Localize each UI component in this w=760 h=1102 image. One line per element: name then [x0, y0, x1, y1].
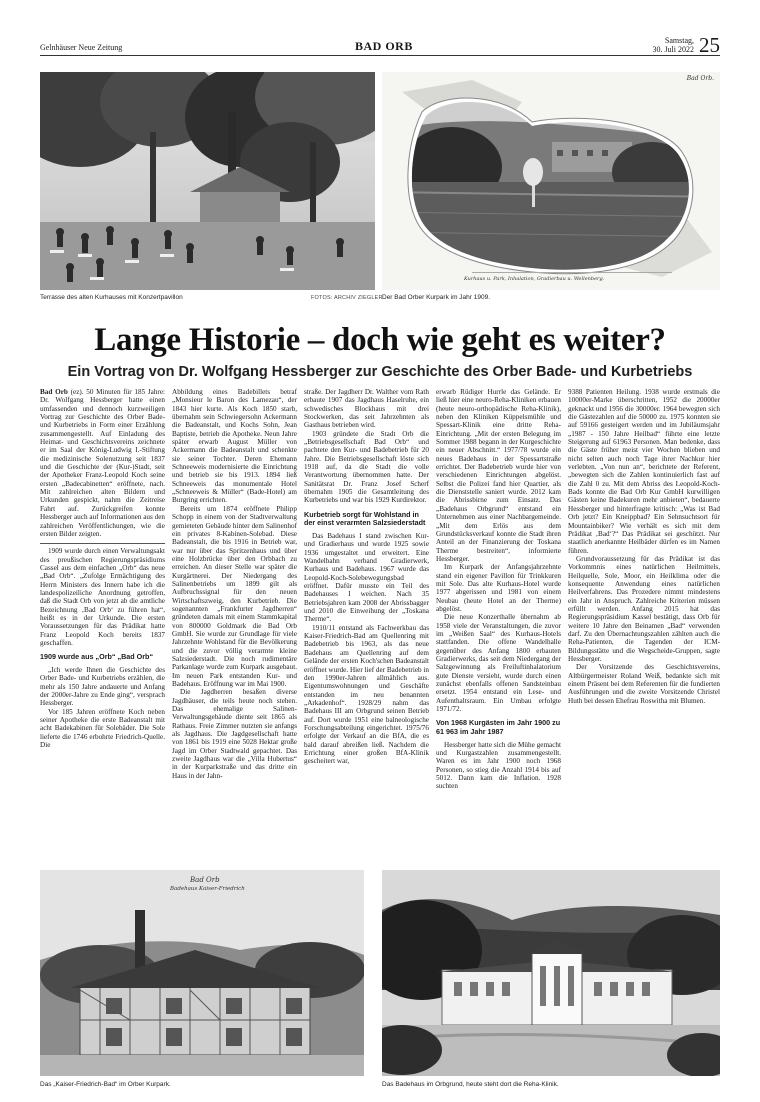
- photo-kurpark-1909: [382, 72, 720, 290]
- badehaus-orbgrund-image: [382, 870, 720, 1076]
- photo-credit: FOTOS: ARCHIV ZIEGLER: [311, 295, 383, 301]
- photo-badehaus-orbgrund: [382, 870, 720, 1076]
- article-column-1: [40, 388, 165, 749]
- photo-label-bad-orb: Bad Orb: [190, 876, 220, 884]
- column-3-paragraph-2: 1903 gründete die Stadt Orb die „Betriebsgesellschaft Bad Orb“ und pachtete den Kur- und Badebetrieb für 20 Jahre. Die Betriebsgesellschaft löste sich 1918 auf, da die Stadt die volle Verantwortung übernommen hatte. Der Sanitätsrat Dr. Franz Josef Scherf übernahm 1905 die Gesamtleitung des Kurbetriebs und war bis 1929 Kurdirektor.: [304, 429, 429, 505]
- article-column-2: [172, 388, 297, 780]
- column-1-paragraph-1: (ez). 50 Minuten für 185 Jahre: Dr. Wolfgang Hessberger hatte einen umfassenden und dennoch kurzweiligen Vortrag zur Geschichte des Orber Bade- und Kurbetriebs in Form einer Erzählung zusammengestellt. Auf Einladung des Heimat- und Geschichtsvereins zeichnete er im Saal der König-Ludwig I.-Stiftung die medizinische Solenutzung seit 1837 und die Geschichte der (Kur-)Stadt, seit der Apotheker Franz-Leopold Koch seine ersten „Badecabinetten“ eröffnete, nach. Mit zahlreichen alten Bildern und Urkunden gespickt, nahm die Zeitreise Fahrt auf. Zurückgreifen konnte Hessberger auch auf Informationen aus den zahlreichen Veröffentlichungen, wie die ersten Bilder zeigten.: [40, 388, 166, 538]
- article-headline: Lange Historie – doch wie geht es weiter?: [94, 322, 666, 358]
- caption-badehaus-orbgrund: Das Badehaus im Orbgrund, heute steht dort die Reha-Klinik.: [382, 1081, 559, 1088]
- article-subheadline: Ein Vortrag von Dr. Wolfgang Hessberger zur Geschichte des Orber Bade- und Kurbetriebs: [67, 364, 693, 380]
- column-5-paragraph-3: Der Vorsitzende des Geschichtsvereins, Altbürgermeister Roland Weiß, bedankte sich mit einem Präsent bei dem Referenten für die fundierten Ausführungen und die zweite Vorsitzende Christel Huth bei dessen Ehefrau Roswitha mit Blumen.: [568, 663, 720, 705]
- column-4-paragraph-1: erwarb Rüdiger Hurrle das Gelände. Er ließ hier eine neuro-Reha-Kliniken erbauen (heute neuro-orthopädische Reha-Klinik), neben den Kliniken Küppelsmühle und Spessart-Klinik eine dritte Reha-Einrichtung. „Mit der ersten Belegung im Sommer 1988 begann in der Kurgeschichte ein neuer Abschnitt.“ 1977/78 wurde ein neues Badehaus in der Spessartstraße errichtet. Der Badebetrieb wurde hier von verschiedenen Einrichtungen abgelöst. Selbst die Polizei fand hier Quartier, als die Dienststelle saniert wurde. 2012 kam die Abrissbirne zum Einsatz. Das „Badehaus Orbgrund“ entstand ein Unternehmen aus einer Nachbargemeinde. „Mit dem Erlös aus dem Grundstücksverkauf konnte die Stadt ihren Anteil an der Finanzierung der Toskana Therme bestreiten“, informierte Hessberger.: [436, 388, 561, 563]
- caption-kurpark-1909: Der Bad Orber Kurpark im Jahr 1909.: [382, 294, 491, 301]
- section-title: BAD ORB: [355, 39, 413, 53]
- column-5-paragraph-1: 9388 Patienten Heilung. 1938 wurde erstmals die 10000er-Marke überschritten, 1952 die 20000er geknackt und 1956 die 30000er. 1964 bewegten sich die Gästezahlen auf die 50000 zu. 1975 konnten sie auf 59166 gesteigert werden und im Jubiläumsjahr „1987 - 150 Jahre Heilbad“ führte eine letzte Steigerung auf 61963 Personen. Man bedenke, dass die Gäste früher meist vier Wochen blieben und nicht selten auch noch Tage ihrer Nachkur hier verlebten. „Von nun an“, berichtete der Referent, „bewegten sich die Zahlen kontinuierlich fast auf die Zahl 0 zu. Mit dem Abriss des Leopold-Koch-Bads konnte die Bad Orb Kur GmbH kurwilligen Gästen keine Badekuren mehr anbieten“, bedauerte Hessberger und hinterfragte kritisch: „Was ist Bad Orb jetzt? Ein Kneippbad? Ein Sehnsuchtsort für Mountainbiker? Wie verhält es sich mit dem Prädikat ‚Bad‘?“ Das Prädikat sei geschützt. Nur staatlich anerkannte Heilbäder dürfen es im Namen führen.: [568, 388, 720, 555]
- article-column-5: [568, 388, 720, 705]
- subhead-bad-orb: 1909 wurde aus „Orb“ „Bad Orb“: [40, 652, 154, 662]
- newspaper-name: Gelnhäuser Neue Zeitung: [40, 43, 123, 52]
- subhead-kurbetrieb: Kurbetrieb sorgt für Wohlstand in der einst verarmten Salzsiederstadt: [304, 509, 426, 528]
- postcard-label: Bad Orb.: [686, 75, 714, 82]
- column-4-paragraph-2: Im Kurpark der Anfangsjahrzehnte stand ein eigener Pavillon für Trinkkuren mit Sole. Das alte Kurhaus-Hotel wurde 1977 abgerissen und 1981 von einem Neubau (heute Hotel an der Therme) abgelöst.: [436, 563, 561, 613]
- column-3-paragraph-1: straße. Der Jagdherr Dr. Walther vom Rath erbaute 1907 das Jagdhaus Haselruhe, ein schwedisches Blockhaus mit drei Stockwerken, das seit Jahrzehnten als Gasthaus betrieben wird.: [304, 388, 429, 430]
- photo-kurhaus-terrace: [40, 72, 375, 290]
- column-1-paragraph-4: Vor 185 Jahren eröffnete Koch neben seiner Apotheke die erste Badeanstalt mit acht Badekabinen für Solebäder. Die Sole lieferte die 1746 erbohrte Friedrich-Quelle. Die: [40, 707, 165, 749]
- column-divider: [40, 543, 165, 544]
- masthead: [40, 34, 720, 56]
- dateline: Bad Orb: [40, 388, 68, 396]
- column-2-paragraph-1: Abbildung eines Badebillets betraf „Monsieur le Baron des Lamezau“, der 1843 hier kurte. Als Koch 1850 starb, übernahm sein Schwiegersohn Ackermann die Badeanstalt, und Kochs Sohn, Jean Baptiste, betrieb die Apotheke. Neun Jahre später erwarb August Müller von Ackermann die Badeanstalt und schenkte sie seiner Tochter. Deren Ehemann Schneeweis modernisierte die Einrichtung und betrieb sie bis 1913. 1894 ließ Schneeweis das monumentale Hotel „Schneeweis & Müller“ (Bade-Hotel) am Burgring errichten.: [172, 388, 297, 505]
- column-1-paragraph-3: „Ich werde Ihnen die Geschichte des Orber Bade- und Kurbetriebs erzählen, die mehr als 150 Jahre andauerte und Anfang der 2000er-Jahre zu Ende ging“, versprach Hessberger.: [40, 665, 165, 708]
- page-number: 25: [699, 33, 720, 57]
- postcard-text: Kurhaus u. Park, Inhalation, Gradierbau u. Wellenberg.: [464, 276, 605, 282]
- photo-label-badehaus: Badehaus Kaiser-Friedrich: [170, 886, 245, 892]
- terrace-photo-image: [40, 72, 375, 290]
- article-column-4: [436, 388, 561, 791]
- column-4-paragraph-3: Die neue Konzerthalle übernahm ab 1958 viele der Veranstaltungen, die zuvor im „Weißen Saal“ des Kurhaus-Hotels stattfanden. Die offene Wandelhalle gegenüber des Anfang 1800 erbauten Gradierwerks, das seit dem Niedergang der Salzgewinnung als Freiluftinhalatorium gute Dienste versieht, wurde durch einen zunächst ebenfalls offenen Sandsteinbau ersetzt. 1954 entstand ein Lese- und Aufenthaltsraum. Ein Umbau erfolgte 1971/72.: [436, 613, 561, 714]
- issue-weekday: Samstag,: [664, 36, 694, 45]
- column-2-paragraph-3: Die Jagdherren besaßen diverse Jagdhäuser, die teils heute noch stehen. Das ehemalige Salinen-Verwaltungsgebäude diente seit 1865 als Rathaus. Freie Zimmer nutzten sie anfangs als Jagdhaus. Die Jagdgesellschaft hatte von 1861 bis 1919 eine 5028 Hektar große Jagd im Orber Stadtwald gepachtet. Das zweite Jagdhaus war die „Villa Hubertus“ in der Kurparkstraße und das dritte ein Haus in der Jahn-: [172, 688, 297, 780]
- photo-kaiser-friedrich-bad: [40, 870, 364, 1076]
- column-1-paragraph-2: 1909 wurde durch einen Verwaltungsakt des preußischen Regierungspräsidiums Cassel aus dem einfachen „Orb“ das neue „Bad Orb“. „Zufolge Ermächtigung des Herrn Ministers des Innern habe ich die landespolizeiliche Anordnung getroffen, daß die Stadt Orb von jetzt ab die amtliche Bezeichnung ‚Bad Orb‘ zu führen hat“, heißt es in der Urkunde. Die ersten Voraussetzungen für das Prädikat hatte Franz Leopold Koch bereits 1837 geschaffen.: [40, 547, 165, 647]
- column-5-paragraph-2: Grundvoraussetzung für das Prädikat ist das Vorkommnis eines natürlichen Heilmittels, Heilquelle, Sole, Moor, ein Heilklima oder die konsequente Anwendung eines natürlichen Heilverfahrens. Das Prozedere nimmt mindestens ein Jahr in Anspruch. Zahlreiche Kriterien müssen erfüllt werden. Anfang 2015 hat das Regierungspräsidium Kassel bestätigt, dass Orb für weitere 10 Jahre den Beinamen „Bad“ verwenden darf. Zu den Übernachtungszahlen zählten auch die Reha-Patienten, die Tagenden der ICM-Bildungsstätte und die Wegscheide-Gruppen, sagte Hessberger.: [568, 554, 720, 663]
- column-4-paragraph-4: Hessberger hatte sich die Mühe gemacht und Kurgastzahlen zusammengestellt. Waren es im Jahr 1900 noch 1968 Personen, so stieg die Anzahl 1914 bis auf 5012. Dann kam die Inflation. 1928 suchten: [436, 740, 561, 791]
- column-2-paragraph-2: Bereits um 1874 eröffnete Philipp Schopp in einem von der Stadtverwaltung gemieteten Gebäude hinter dem Salinenhof ein privates 8-Kabinen-Solebad. Diese Badeanstalt, die bis 1916 in Betrieb war, war nur über das Spritzenhaus und über eine Holzbrücke über den Orbbach zu erreichen. An dieser Stelle war später die Kurgärtnerei. Der Niedergang des Salinenbetriebs um 1899 gilt als Aufbruchssignal für den neuen Wirtschaftszweig, den Kurbetrieb. Die sogenannten „Frankfurter Jagdherren“ gründeten damals mit einem Stammkapital von 800000 Goldmark die Bad Orb GmbH. Sie wurde zur Grundlage für viele Jahrzehnte Wohlstand für die Bevölkerung und die zuvor völlig verarmte kleine Salzsiederstadt. Die noch rudimentäre Parkanlage wurde zum Kurpark ausgebaut. Im neuen Park entstanden Kur- und Badehaus. Eröffnung war im Mai 1900.: [172, 504, 297, 689]
- column-3-paragraph-3: Das Badehaus I stand zwischen Kur- und Gradierhaus und wurde 1925 sowie 1936 umgestaltet und erweitert. Eine Wandelbahn verband Gradierwerk, Kurhaus und Badehaus. 1967 wurde das Leopold-Koch-Solebewegungsbad eröffnet. Dafür musste ein Teil des Badehauses I weichen. Nach 35 Betriebsjahren kam 2008 der Abrissbagger und 2010 die Einweihung der „Toskana Therme“.: [304, 532, 429, 624]
- article-column-3: [304, 388, 429, 766]
- kurpark-postcard-image: [382, 72, 720, 290]
- subhead-kurgaeste: Von 1968 Kurgästen im Jahr 1900 zu 61 963 im Jahr 1987: [436, 718, 561, 736]
- kaiser-friedrich-bad-image: [40, 870, 364, 1076]
- caption-kaiser-friedrich-bad: Das „Kaiser-Friedrich-Bad“ im Orber Kurpark.: [40, 1081, 171, 1088]
- issue-date: [652, 36, 694, 54]
- caption-kurhaus-terrace: Terrasse des alten Kurhauses mit Konzertpavillon: [40, 294, 183, 301]
- issue-day: 30. Juli 2022: [652, 45, 694, 54]
- column-3-paragraph-4: 1910/11 entstand als Fachwerkbau das Kaiser-Friedrich-Bad am Quellenring mit Badebetrieb bis 1963, als das neue Badehaus am Quellenring auf dem Gelände der ersten Koch'schen Badeanstalt eröffnet wurde. Hier lief der Badebetrieb in den 1990er-Jahren allmählich aus. Eigentumswohnungen und Geschäfte entstanden im neu benannten „Arkadenhof“. 1928/29 nahm das Badehaus III am Orbgrund seinen Betrieb auf. Dort wurde 1951 eine balneologische Forschungsabteilung eingerichtet. 1975/76 erfolgte der Verkauf an die BfA, die es bald darauf abreißen ließ. Nachdem die Errichtung einer großen BfA-Klinik gescheitert war,: [304, 623, 429, 766]
